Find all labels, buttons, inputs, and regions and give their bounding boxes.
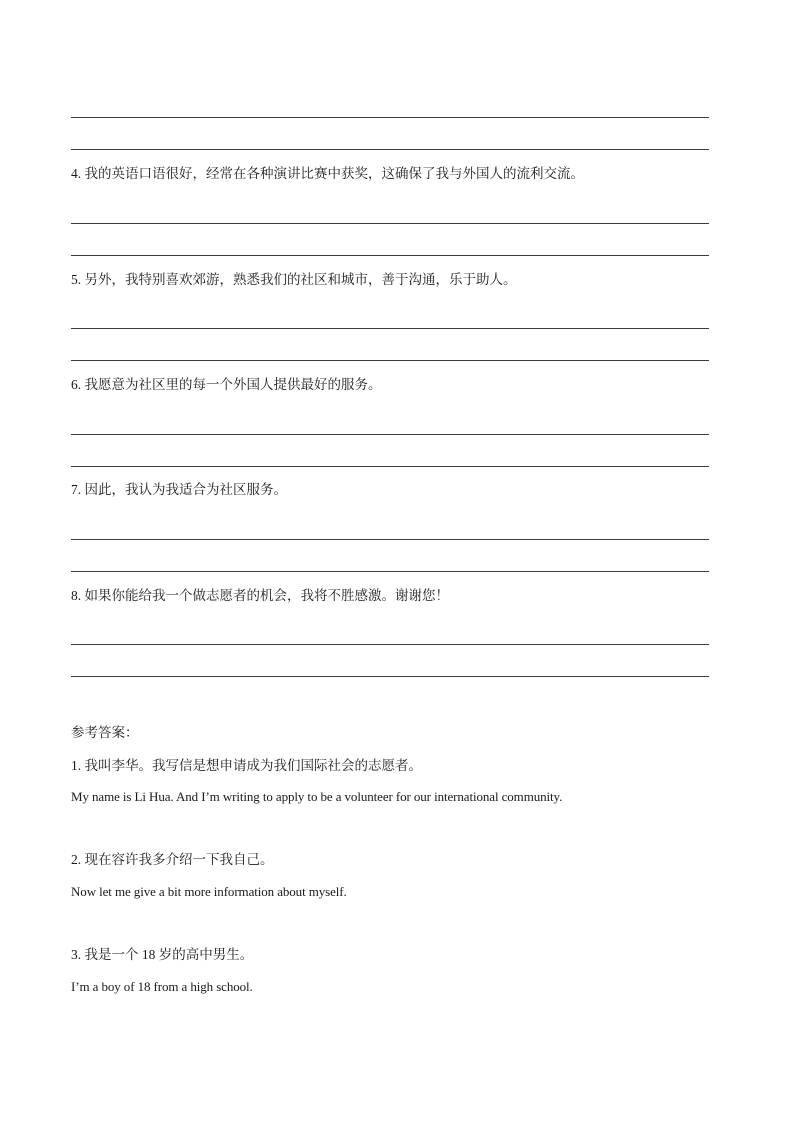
- answer-line: [71, 223, 709, 224]
- answer-key-heading: 参考答案：: [71, 725, 139, 740]
- question-8: 8. 如果你能给我一个做志愿者的机会，我将不胜感激。谢谢您！: [71, 588, 449, 603]
- answer-line: [71, 149, 709, 150]
- answer-line: [71, 434, 709, 435]
- answer-line: [71, 255, 709, 256]
- answer-text-1: My name is Li Hua. And I’m writing to apply to be a volunteer for our international community.: [71, 789, 563, 804]
- answer-line: [71, 328, 709, 329]
- answer-line: [71, 117, 709, 118]
- question-4: 4. 我的英语口语很好，经常在各种演讲比赛中获奖，这确保了我与外国人的流利交流。: [71, 166, 584, 181]
- answer-text-3: I’m a boy of 18 from a high school.: [71, 979, 253, 994]
- answer-line: [71, 644, 709, 645]
- answer-line: [71, 360, 709, 361]
- answer-line: [71, 571, 709, 572]
- answer-question-3: 3. 我是一个 18 岁的高中男生。: [71, 947, 254, 962]
- answer-question-2: 2. 现在容许我多介绍一下我自己。: [71, 852, 274, 867]
- answer-line: [71, 539, 709, 540]
- question-5: 5. 另外，我特别喜欢郊游，熟悉我们的社区和城市，善于沟通，乐于助人。: [71, 272, 517, 287]
- answer-line: [71, 676, 709, 677]
- answer-line: [71, 466, 709, 467]
- answer-text-2: Now let me give a bit more information about myself.: [71, 884, 347, 899]
- question-6: 6. 我愿意为社区里的每一个外国人提供最好的服务。: [71, 377, 382, 392]
- question-7: 7. 因此，我认为我适合为社区服务。: [71, 482, 287, 497]
- answer-question-1: 1. 我叫李华。我写信是想申请成为我们国际社会的志愿者。: [71, 758, 422, 773]
